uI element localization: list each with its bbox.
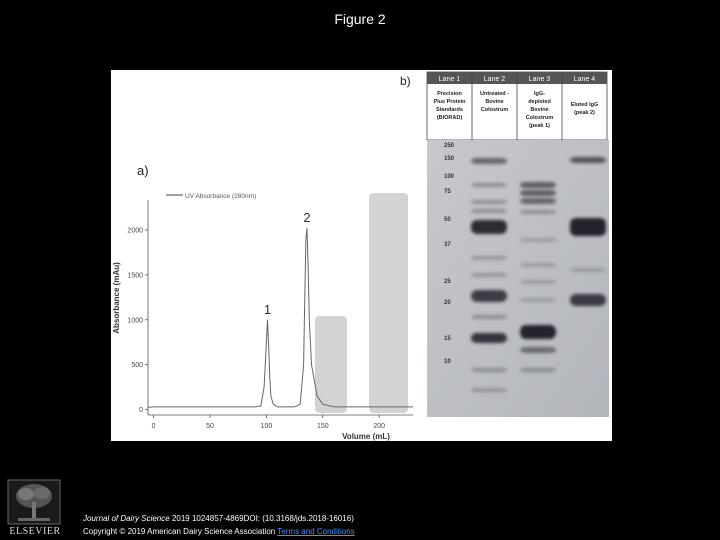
mw-marker-label: 50 (444, 217, 451, 223)
gel-panel (427, 72, 609, 417)
lane-description: depleted (528, 99, 551, 105)
gel-band (471, 209, 507, 213)
peak-label: 2 (303, 210, 311, 226)
legend-label: UV Absorbance (280nm) (185, 193, 257, 200)
x-axis-label: Volume (mL) (342, 432, 390, 441)
gel-band (570, 294, 606, 306)
lane-description: Precision (437, 91, 462, 97)
gel-band (520, 263, 556, 267)
gel-band (471, 220, 507, 234)
y-tick-label: 1500 (127, 272, 143, 280)
gel-band (471, 315, 507, 319)
gel-band (520, 280, 556, 284)
gel-band (471, 388, 507, 392)
lane-description: Untreated - (479, 91, 510, 97)
y-axis-label: Absorbance (mAu) (112, 262, 121, 334)
gel-band (520, 325, 556, 339)
gel-band (471, 368, 507, 372)
gel-band (570, 157, 606, 163)
terms-link[interactable]: Terms and Conditions (277, 527, 355, 536)
gel-band (520, 347, 556, 353)
gel-band (471, 183, 507, 187)
gel-band (471, 333, 507, 343)
slide-title: Figure 2 (334, 11, 386, 27)
peak-label: 1 (263, 301, 272, 317)
gel-band (520, 190, 556, 196)
journal-name: Journal of Dairy Science (83, 514, 170, 523)
lane-description: Bovine (485, 99, 504, 105)
gel-band (471, 273, 507, 277)
citation-line (83, 512, 355, 525)
mw-marker-label: 100 (444, 174, 455, 180)
mw-marker-label: 37 (444, 242, 451, 248)
mw-marker-label: 20 (444, 300, 451, 306)
y-tick-label: 0 (139, 407, 143, 415)
lane-description: Eluted IgG (570, 102, 599, 108)
y-tick-label: 500 (131, 362, 143, 370)
gel-band (471, 256, 507, 260)
gel-band (520, 198, 556, 204)
x-tick-label: 0 (151, 423, 156, 430)
lane-description: (peak 2) (574, 110, 595, 116)
peak-2-highlight (369, 193, 408, 413)
lane-description: (BIORAD) (436, 115, 463, 121)
lane-description: Colostrum (480, 107, 509, 113)
y-tick-label: 2000 (127, 227, 143, 235)
mw-marker-label: 250 (444, 143, 455, 149)
gel-band (520, 182, 556, 188)
lane-description: (peak 1) (529, 123, 550, 129)
elsevier-logo: ELSEVIER (9, 526, 61, 537)
y-tick-label: 1000 (127, 317, 143, 325)
footer (83, 512, 355, 538)
gel-band (520, 210, 556, 214)
lane-header: Lane 2 (483, 76, 506, 83)
gel-band (520, 368, 556, 372)
gel-band (471, 158, 507, 164)
lane-header: Lane 3 (528, 76, 551, 83)
copyright-line (83, 525, 355, 538)
lane-description: Colostrum (525, 115, 554, 121)
peak-1-highlight (315, 316, 347, 413)
x-tick-label: 50 (206, 423, 214, 430)
gel-band (520, 238, 556, 242)
lane-header: Lane 1 (438, 76, 461, 83)
lane-description: Bovine (530, 107, 549, 113)
gel-band (471, 200, 507, 204)
chromatogram (127, 193, 413, 430)
panel-b-label: b) (400, 74, 411, 88)
mw-marker-label: 10 (444, 359, 451, 365)
lane-description: Standards (436, 107, 463, 113)
figure (111, 70, 612, 441)
figure-canvas (111, 70, 612, 441)
gel-image (427, 140, 609, 417)
x-tick-label: 100 (260, 423, 273, 430)
gel-band (570, 268, 606, 272)
mw-marker-label: 150 (444, 156, 455, 162)
mw-marker-label: 25 (444, 279, 451, 285)
lane-header: Lane 4 (573, 76, 596, 83)
citation: 2019 1024857-4869DOI: (10.3168/jds.2018-16016) (169, 514, 354, 523)
gel-band (520, 298, 556, 302)
gel-band (471, 290, 507, 302)
lane-description: Plus Protein (433, 99, 466, 105)
copyright: Copyright © 2019 American Dairy Science Association (83, 527, 278, 536)
lane-description: IgG- (534, 91, 545, 97)
x-tick-label: 200 (373, 423, 386, 430)
panel-a-label: a) (137, 163, 149, 178)
x-tick-label: 150 (316, 423, 329, 430)
mw-marker-label: 75 (444, 189, 451, 195)
mw-marker-label: 15 (444, 336, 451, 342)
gel-band (570, 218, 606, 236)
